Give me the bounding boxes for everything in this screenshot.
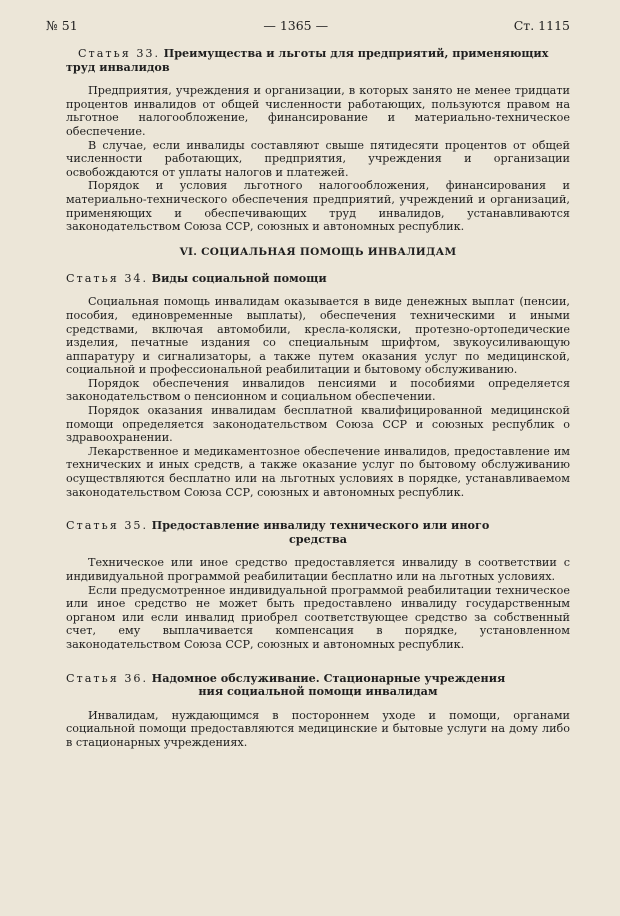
column-number: Ст. 1115	[513, 18, 570, 33]
article-name-continuation: средства	[289, 531, 347, 546]
paragraph: Социальная помощь инвалидам оказывается в виде денежных выплат (пенсии, пособия, единовременные выплаты), обеспечения техническими и иными средствами, включая автомобили, кресла-коляски, протезно-ортопедические изделия, печатные издания со специальным шрифтом, звукоусиливающую аппаратуру и сигнализаторы, а также путем оказания услуг по медицинской, социальной и профессиональной реабилитации и бытовому обслуживанию.	[66, 295, 570, 377]
article-34-title	[66, 272, 570, 286]
paragraph: Техническое или иное средство предоставляется инвалиду в соответствии с индивидуальной программой реабилитации бесплатно или на льготных условиях.	[66, 556, 570, 583]
article-35-title	[66, 519, 570, 546]
article-33-title	[66, 47, 570, 74]
article-name: Надомное обслуживание. Стационарные учреждения	[151, 670, 506, 685]
paragraph: Порядок обеспечения инвалидов пенсиями и пособиями определяется законодательством о пенсионном и социальном обеспечении.	[66, 376, 570, 404]
article-label: Статья 35.	[66, 519, 149, 533]
article-label: Статья 34.	[66, 271, 149, 285]
article-name: Преимущества и льготы для предприятий, применяющих труд инвалидов	[66, 46, 549, 74]
paragraph: Предприятия, учреждения и организации, в которых занято не менее тридцати процентов инвалидов от общей численности работающих, пользуются правом на льготное налогообложение, финансирование и материально-техническое обеспечение.	[66, 84, 570, 138]
issue-number: № 51	[46, 18, 78, 33]
article-36-title	[66, 672, 570, 699]
paragraph: В случае, если инвалиды составляют свыше пятидесяти процентов от общей численности работающих, предприятия, учреждения и организации освобождаются от уплаты налогов и платежей.	[66, 138, 570, 179]
paragraph: Инвалидам, нуждающимся в постороннем уходе и помощи, органами социальной помощи предоставляются медицинские и бытовые услуги на дому либо в стационарных учреждениях.	[66, 708, 570, 749]
article-label: Статья 36.	[66, 671, 149, 685]
article-name: Виды социальной помощи	[151, 270, 327, 285]
article-34-body	[66, 295, 570, 499]
article-36-body	[66, 709, 570, 750]
article-name: Предоставление инвалиду технического или иного	[151, 518, 490, 533]
paragraph: Лекарственное и медикаментозное обеспечение инвалидов, предоставление им технических и иных средств, а также оказание услуг по бытовому обслуживанию осуществляются бесплатно или на льготных условиях в порядке, устанавливаемом законодательством Союза ССР, союзных и автономных республик.	[66, 444, 570, 499]
paragraph: Порядок и условия льготного налогообложения, финансирования и материально-технического обеспечения предприятий, учреждений и организаций, применяющих и обеспечивающих труд инвалидов, устанавливаются законодательством Союза ССР, союзных и автономных республик.	[66, 179, 570, 234]
paragraph: Порядок оказания инвалидам бесплатной квалифицированной медицинской помощи определяется законодательством Союза ССР и союзных республик о здравоохранении.	[66, 404, 570, 445]
article-label: Статья 33.	[78, 47, 161, 60]
article-name-continuation: ния социальной помощи инвалидам	[198, 684, 438, 699]
running-header	[46, 18, 570, 33]
page-number: — 1365 —	[263, 18, 329, 33]
section-heading: VI. СОЦИАЛЬНАЯ ПОМОЩЬ ИНВАЛИДАМ	[179, 245, 457, 258]
paragraph: Если предусмотренное индивидуальной программой реабилитации техническое или иное средство не может быть предоставлено инвалиду государственным органом или если инвалид приобрел соответствующее средство за собственный счет, ему выплачивается компенсация в порядке, установленном законодательством Союза ССР, союзных и автономных республик.	[66, 583, 570, 651]
article-35-body	[66, 556, 570, 651]
article-33-body	[66, 84, 570, 234]
